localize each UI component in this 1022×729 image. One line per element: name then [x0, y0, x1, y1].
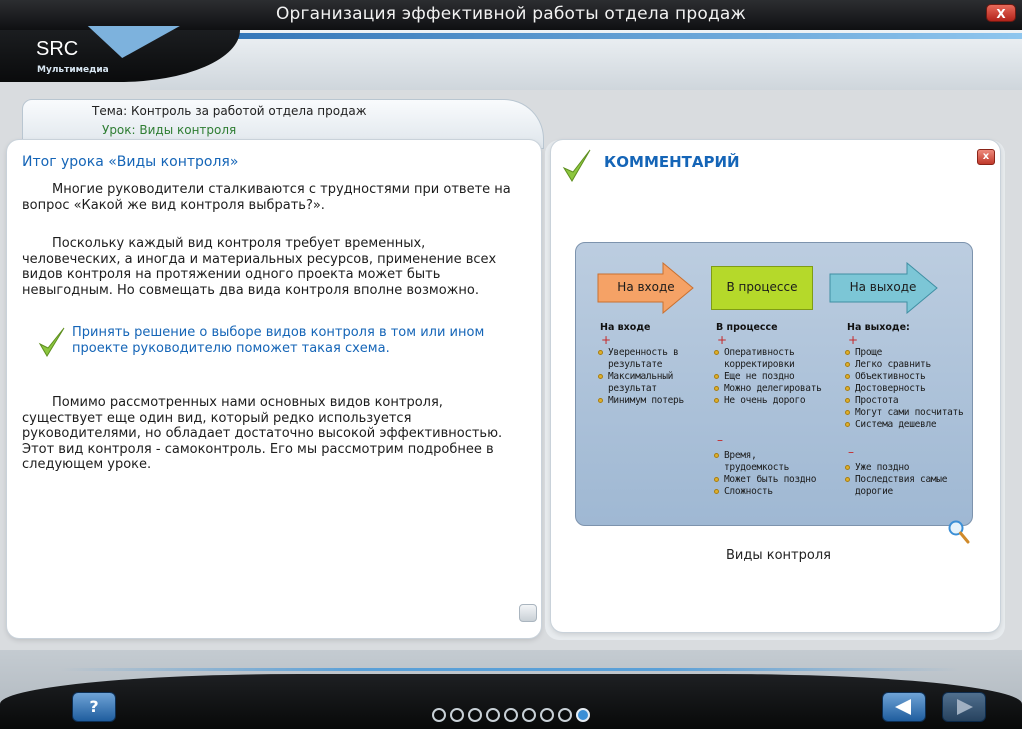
process-minus-list [713, 450, 823, 498]
output-plus-list [844, 347, 964, 431]
input-plus-list [597, 347, 705, 407]
arrow-right-icon [943, 693, 985, 721]
list-item: Простота [844, 395, 964, 407]
help-button[interactable]: ? [72, 692, 116, 722]
input-plus-sign: + [601, 333, 612, 347]
lesson-title: Итог урока «Виды контроля» [22, 154, 239, 170]
zoom-icon[interactable] [947, 519, 971, 545]
step-process-label: В процессе [726, 280, 798, 294]
list-item: Уверенность в результате [597, 347, 705, 371]
header-accent-line [160, 33, 1022, 39]
next-button[interactable] [942, 692, 986, 722]
lesson-paragraph-2: Поскольку каждый вид контроля требует временных, человеческих, а иногда и материальных ресурсов, применение всех видов контроля на протяжении одного проекта может быть невыгодным. Но совмещать два вида контроля вполне возможно. [22, 236, 497, 298]
list-item: Достоверность [844, 383, 964, 395]
list-item: Могут сами посчитать [844, 407, 964, 419]
arrow-left-icon [883, 693, 925, 721]
previous-button[interactable] [882, 692, 926, 722]
list-item: Уже поздно [844, 462, 964, 474]
diagram-caption: Виды контроля [726, 548, 831, 563]
lesson-panel [7, 140, 541, 638]
output-column-title: На выходе: [847, 322, 910, 333]
window-close-button[interactable]: X [986, 4, 1016, 22]
process-plus-list [713, 347, 823, 407]
page-dot-6[interactable] [522, 708, 536, 722]
page-dot-2[interactable] [450, 708, 464, 722]
list-item: Не очень дорого [713, 395, 823, 407]
output-minus-list [844, 462, 964, 498]
list-item: Может быть поздно [713, 474, 823, 486]
footer-accent-line [60, 668, 960, 671]
output-minus-sign: – [848, 445, 854, 459]
lesson-paragraph-1: Многие руководители сталкиваются с трудностями при ответе на вопрос «Какой же вид контроля выбрать?». [22, 182, 511, 213]
topic-theme: Тема: Контроль за работой отдела продаж [92, 104, 367, 118]
checkmark-icon [562, 148, 592, 184]
logo: SRC [36, 38, 79, 60]
page-dot-3[interactable] [468, 708, 482, 722]
process-minus-sign: – [717, 433, 723, 447]
list-item: Объективность [844, 371, 964, 383]
list-item: Можно делегировать [713, 383, 823, 395]
list-item: Минимум потерь [597, 395, 705, 407]
comment-close-button[interactable]: x [977, 149, 995, 165]
window-title: Организация эффективной работы отдела продаж [275, 4, 747, 24]
page-dot-1[interactable] [432, 708, 446, 722]
output-plus-sign: + [848, 333, 859, 347]
list-item: Легко сравнить [844, 359, 964, 371]
comment-title: КОММЕНТАРИЙ [604, 153, 740, 171]
page-dot-7[interactable] [540, 708, 554, 722]
checkmark-icon [38, 326, 66, 360]
page-dot-5[interactable] [504, 708, 518, 722]
list-item: Сложность [713, 486, 823, 498]
header-background [150, 30, 1022, 90]
process-plus-sign: + [717, 333, 728, 347]
list-item: Оперативность корректировки [713, 347, 823, 371]
list-item: Последствия самые дорогие [844, 474, 964, 498]
list-item: Еще не поздно [713, 371, 823, 383]
lesson-paragraph-3: Помимо рассмотренных нами основных видов контроля, существует еще один вид, который редко используется руководителями, но обладает достаточно высокой эффективностью. Этот вид контроля - самоконтроль. Его мы рассмотрим подробнее в следующем уроке. [22, 395, 503, 472]
input-column-title: На входе [600, 322, 651, 333]
process-column-title: В процессе [716, 322, 778, 333]
step-output-label: На выходе [849, 280, 917, 294]
page-dot-8[interactable] [558, 708, 572, 722]
topic-lesson: Урок: Виды контроля [102, 123, 237, 137]
list-item: Время, трудоемкость [713, 450, 823, 474]
step-input-label: На входе [617, 280, 675, 294]
list-item: Система дешевле [844, 419, 964, 431]
logo-shape-icon [76, 26, 180, 58]
lesson-tip: Принять решение о выборе видов контроля в том или ином проекте руководителю поможет такая схема. [72, 325, 485, 356]
list-item: Максимальный результат [597, 371, 705, 395]
page-dot-9[interactable] [576, 708, 590, 722]
logo-subtitle: Мультимедиа [37, 65, 109, 75]
list-item: Проще [844, 347, 964, 359]
page-dot-4[interactable] [486, 708, 500, 722]
scroll-button[interactable] [519, 604, 537, 622]
